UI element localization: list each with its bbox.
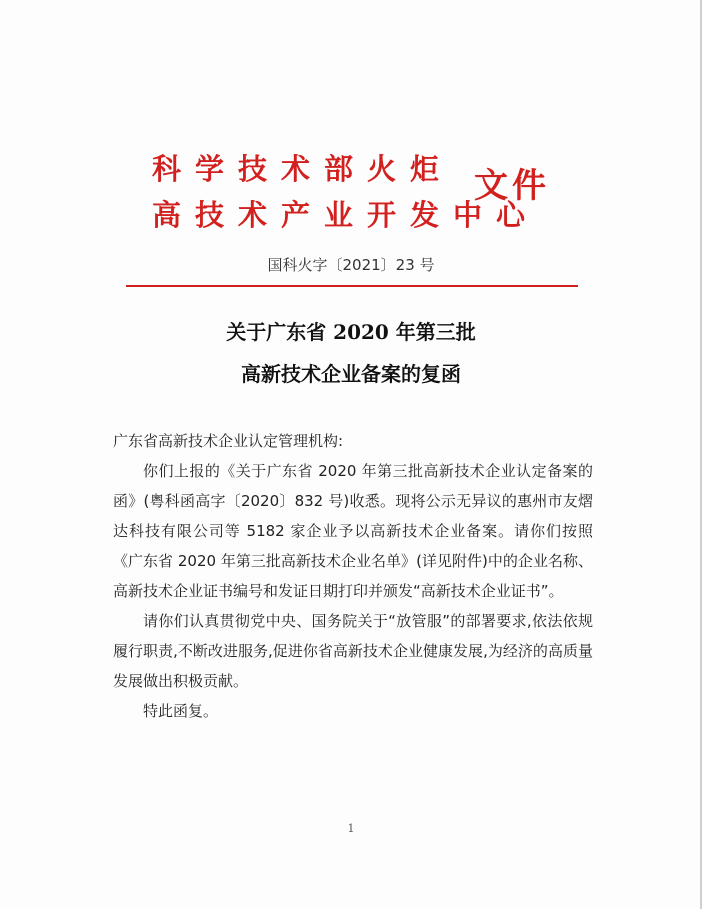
- salutation: 广东省高新技术企业认定管理机构:: [113, 432, 344, 450]
- title-line-1: 关于广东省 2020 年第三批: [226, 320, 476, 344]
- title-line-2: 高新技术企业备案的复函: [241, 362, 461, 386]
- paragraph-1: 你们上报的《关于广东省 2020 年第三批高新技术企业认定备案的函》(粤科函高字〔2020〕832 号)收悉。现将公示无异议的惠州市友熠达科技有限公司等 5182 家企业予以高新技术企业备案。请你们按照《广东省 2020 年第三批高新技术企业名单》(详见附件)中的企业名称、高新技术企业证书编号和发证日期打印并颁发“高新技术企业证书”。: [113, 462, 593, 600]
- paragraph-2: 请你们认真贯彻党中央、国务院关于“放管服”的部署要求,依法依规履行职责,不断改进服务,促进你省高新技术企业健康发展,为经济的高质量发展做出积极贡献。: [113, 612, 593, 690]
- document-number: 国科火字〔2021〕23 号: [267, 256, 435, 274]
- organization-line-2: 高技术产业开发中心: [152, 198, 540, 232]
- letter-body: [113, 426, 593, 726]
- red-divider-line: [126, 285, 578, 287]
- document-title: [0, 311, 702, 395]
- page-number: 1: [347, 822, 355, 835]
- document-type-label: 文件: [474, 166, 550, 206]
- organization-line-1: 科学技术部火炬: [152, 152, 454, 186]
- closing-line: 特此函复。: [143, 702, 219, 720]
